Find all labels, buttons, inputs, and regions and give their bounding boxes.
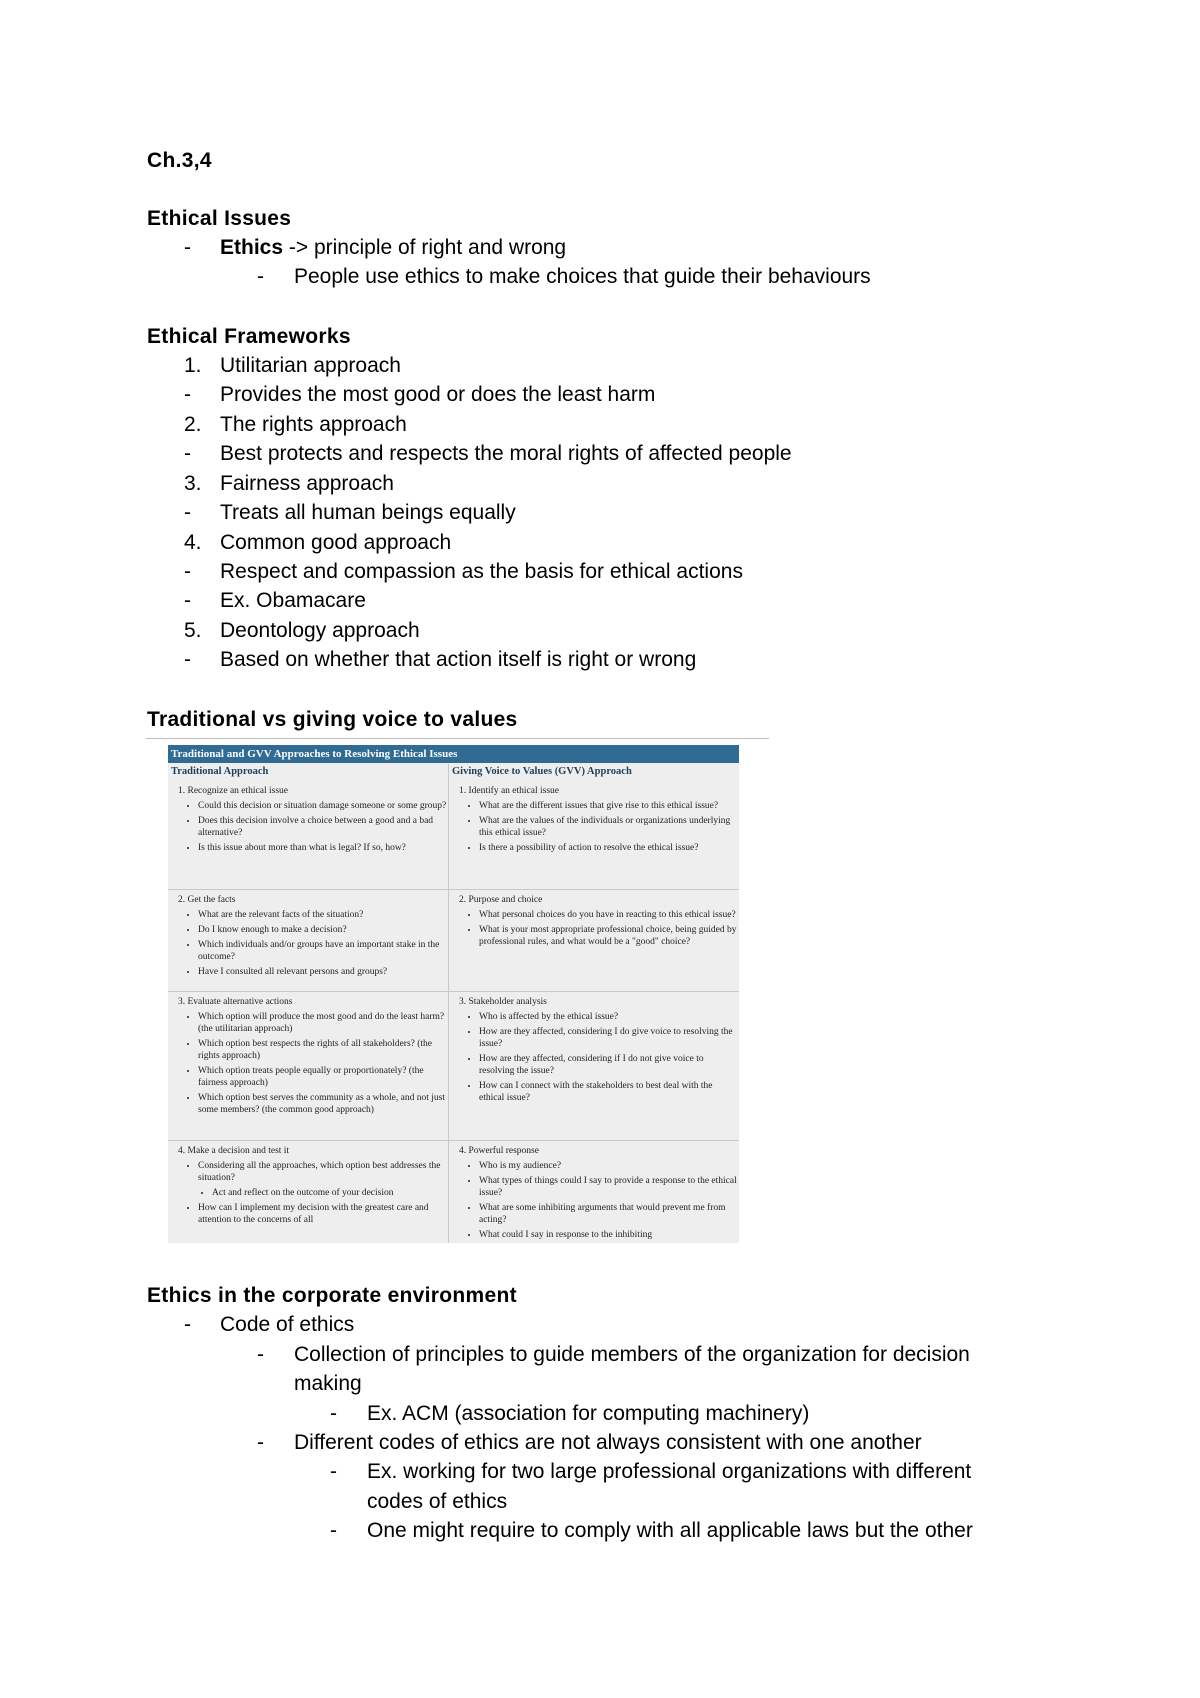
list-marker: - [184, 589, 191, 612]
cell-title: 2. Purpose and choice [459, 895, 543, 905]
cell-item: • What are some inhibiting arguments that would prevent me from acting? [479, 1202, 739, 1226]
cell-item: • What are the relevant facts of the situation? [198, 909, 448, 921]
list-text: -> principle of right and wrong [283, 236, 567, 259]
cell-item: • Who is my audience? [479, 1160, 739, 1172]
table-cell [168, 894, 448, 981]
row-divider [168, 991, 739, 992]
cell-title: 1. Identify an ethical issue [459, 786, 559, 796]
list-text: Common good approach [220, 531, 452, 554]
cell-title: 1. Recognize an ethical issue [178, 786, 289, 796]
term-ethics: Ethics [220, 236, 284, 259]
list-text: Code of ethics [220, 1313, 355, 1336]
cell-title: 4. Make a decision and test it [178, 1146, 290, 1156]
table-cell [449, 1145, 739, 1243]
list-marker: - [330, 1519, 337, 1542]
list-text: One might require to comply with all applicable laws but the other [367, 1519, 973, 1542]
list-marker: - [257, 265, 264, 288]
cell-item: • What are the different issues that give rise to this ethical issue? [479, 800, 739, 812]
chapter-label: Ch.3,4 [147, 149, 212, 172]
heading-corporate-ethics: Ethics in the corporate environment [147, 1284, 517, 1307]
list-marker: 2. [184, 413, 202, 436]
list-marker: - [184, 501, 191, 524]
list-text: Based on whether that action itself is right or wrong [220, 648, 697, 671]
row-divider [168, 1140, 739, 1141]
column-header-gvv: Giving Voice to Values (GVV) Approach [452, 766, 632, 777]
cell-item: • Which option best serves the community as a whole, and not just some members? (the common good approach) [198, 1092, 448, 1116]
cell-item: • What are the values of the individuals or organizations underlying this ethical issue? [479, 815, 739, 839]
list-text: Different codes of ethics are not always consistent with one another [294, 1431, 922, 1454]
list-text: Ex. Obamacare [220, 589, 366, 612]
list-text: Treats all human beings equally [220, 501, 516, 524]
table-cell [168, 785, 448, 857]
list-text: Collection of principles to guide members of the organization for decision [294, 1343, 970, 1366]
list-marker: - [257, 1431, 264, 1454]
cell-item: • Is there a possibility of action to resolve the ethical issue? [479, 842, 739, 854]
list-text-continuation: making [294, 1372, 362, 1395]
cell-item: • What is your most appropriate professional choice, being guided by professional rules, and what would be a "good" choice? [479, 924, 739, 948]
heading-traditional-vs-gvv: Traditional vs giving voice to values [147, 708, 518, 731]
cell-item: • What could I say in response to the inhibiting [479, 1229, 739, 1241]
list-text: Ex. ACM (association for computing machinery) [367, 1402, 810, 1425]
cell-item: • Which option treats people equally or proportionately? (the fairness approach) [198, 1065, 448, 1089]
cell-item: • Have I consulted all relevant persons and groups? [198, 966, 448, 978]
list-marker: 5. [184, 619, 202, 642]
list-text: Provides the most good or does the least harm [220, 383, 656, 406]
list-marker: - [330, 1460, 337, 1483]
cell-item: • How are they affected, considering I do give voice to resolving the issue? [479, 1026, 739, 1050]
cell-item: • Act and reflect on the outcome of your decision [212, 1187, 448, 1199]
heading-ethical-issues: Ethical Issues [147, 207, 292, 230]
row-divider [168, 889, 739, 890]
cell-title: 4. Powerful response [459, 1146, 539, 1156]
list-text: Respect and compassion as the basis for ethical actions [220, 560, 743, 583]
list-text: Best protects and respects the moral rights of affected people [220, 442, 792, 465]
list-marker: - [184, 648, 191, 671]
list-text: Deontology approach [220, 619, 420, 642]
cell-item: • Which option will produce the most good and do the least harm? (the utilitarian approach) [198, 1011, 448, 1035]
list-text: Ex. working for two large professional organizations with different [367, 1460, 972, 1483]
list-marker: - [184, 236, 191, 259]
cell-item: • How can I connect with the stakeholders to best deal with the ethical issue? [479, 1080, 739, 1104]
table-cell [449, 996, 739, 1107]
gvv-table [168, 745, 739, 1243]
list-text-continuation: codes of ethics [367, 1490, 508, 1513]
list-marker: 4. [184, 531, 202, 554]
cell-item: • Which individuals and/or groups have an important stake in the outcome? [198, 939, 448, 963]
list-marker: - [184, 383, 191, 406]
cell-item: • What types of things could I say to provide a response to the ethical issue? [479, 1175, 739, 1199]
list-marker: - [257, 1343, 264, 1366]
list-marker: - [184, 560, 191, 583]
list-marker: - [330, 1402, 337, 1425]
column-header-traditional: Traditional Approach [171, 766, 269, 777]
cell-item: • Considering all the approaches, which option best addresses the situation? [198, 1160, 448, 1184]
list-text: The rights approach [220, 413, 407, 436]
list-text: People use ethics to make choices that guide their behaviours [294, 265, 871, 288]
heading-ethical-frameworks: Ethical Frameworks [147, 325, 351, 348]
list-text: Utilitarian approach [220, 354, 401, 377]
list-marker: - [184, 442, 191, 465]
list-marker: - [184, 1313, 191, 1336]
table-title: Traditional and GVV Approaches to Resolving Ethical Issues [168, 745, 739, 763]
cell-item: • What personal choices do you have in reacting to this ethical issue? [479, 909, 739, 921]
table-cell [449, 785, 739, 857]
table-cell [168, 996, 448, 1119]
cell-title: 3. Stakeholder analysis [459, 997, 547, 1007]
cell-title: 2. Get the facts [178, 895, 236, 905]
list-marker: 3. [184, 472, 202, 495]
cell-item: • How can I implement my decision with the greatest care and attention to the concerns of all [198, 1202, 448, 1226]
list-text: Fairness approach [220, 472, 394, 495]
table-cell [449, 894, 739, 951]
cell-item: • Which option best respects the rights of all stakeholders? (the rights approach) [198, 1038, 448, 1062]
cell-item: • Could this decision or situation damage someone or some group? [198, 800, 448, 812]
cell-item: • Is this issue about more than what is legal? If so, how? [198, 842, 448, 854]
cell-item: • How are they affected, considering if I do not give voice to resolving the issue? [479, 1053, 739, 1077]
cell-item: • Who is affected by the ethical issue? [479, 1011, 739, 1023]
gvv-table-figure [146, 738, 769, 1249]
cell-item: • Does this decision involve a choice between a good and a bad alternative? [198, 815, 448, 839]
list-marker: 1. [184, 354, 202, 377]
table-cell [168, 1145, 448, 1229]
cell-item: • Do I know enough to make a decision? [198, 924, 448, 936]
cell-title: 3. Evaluate alternative actions [178, 997, 293, 1007]
